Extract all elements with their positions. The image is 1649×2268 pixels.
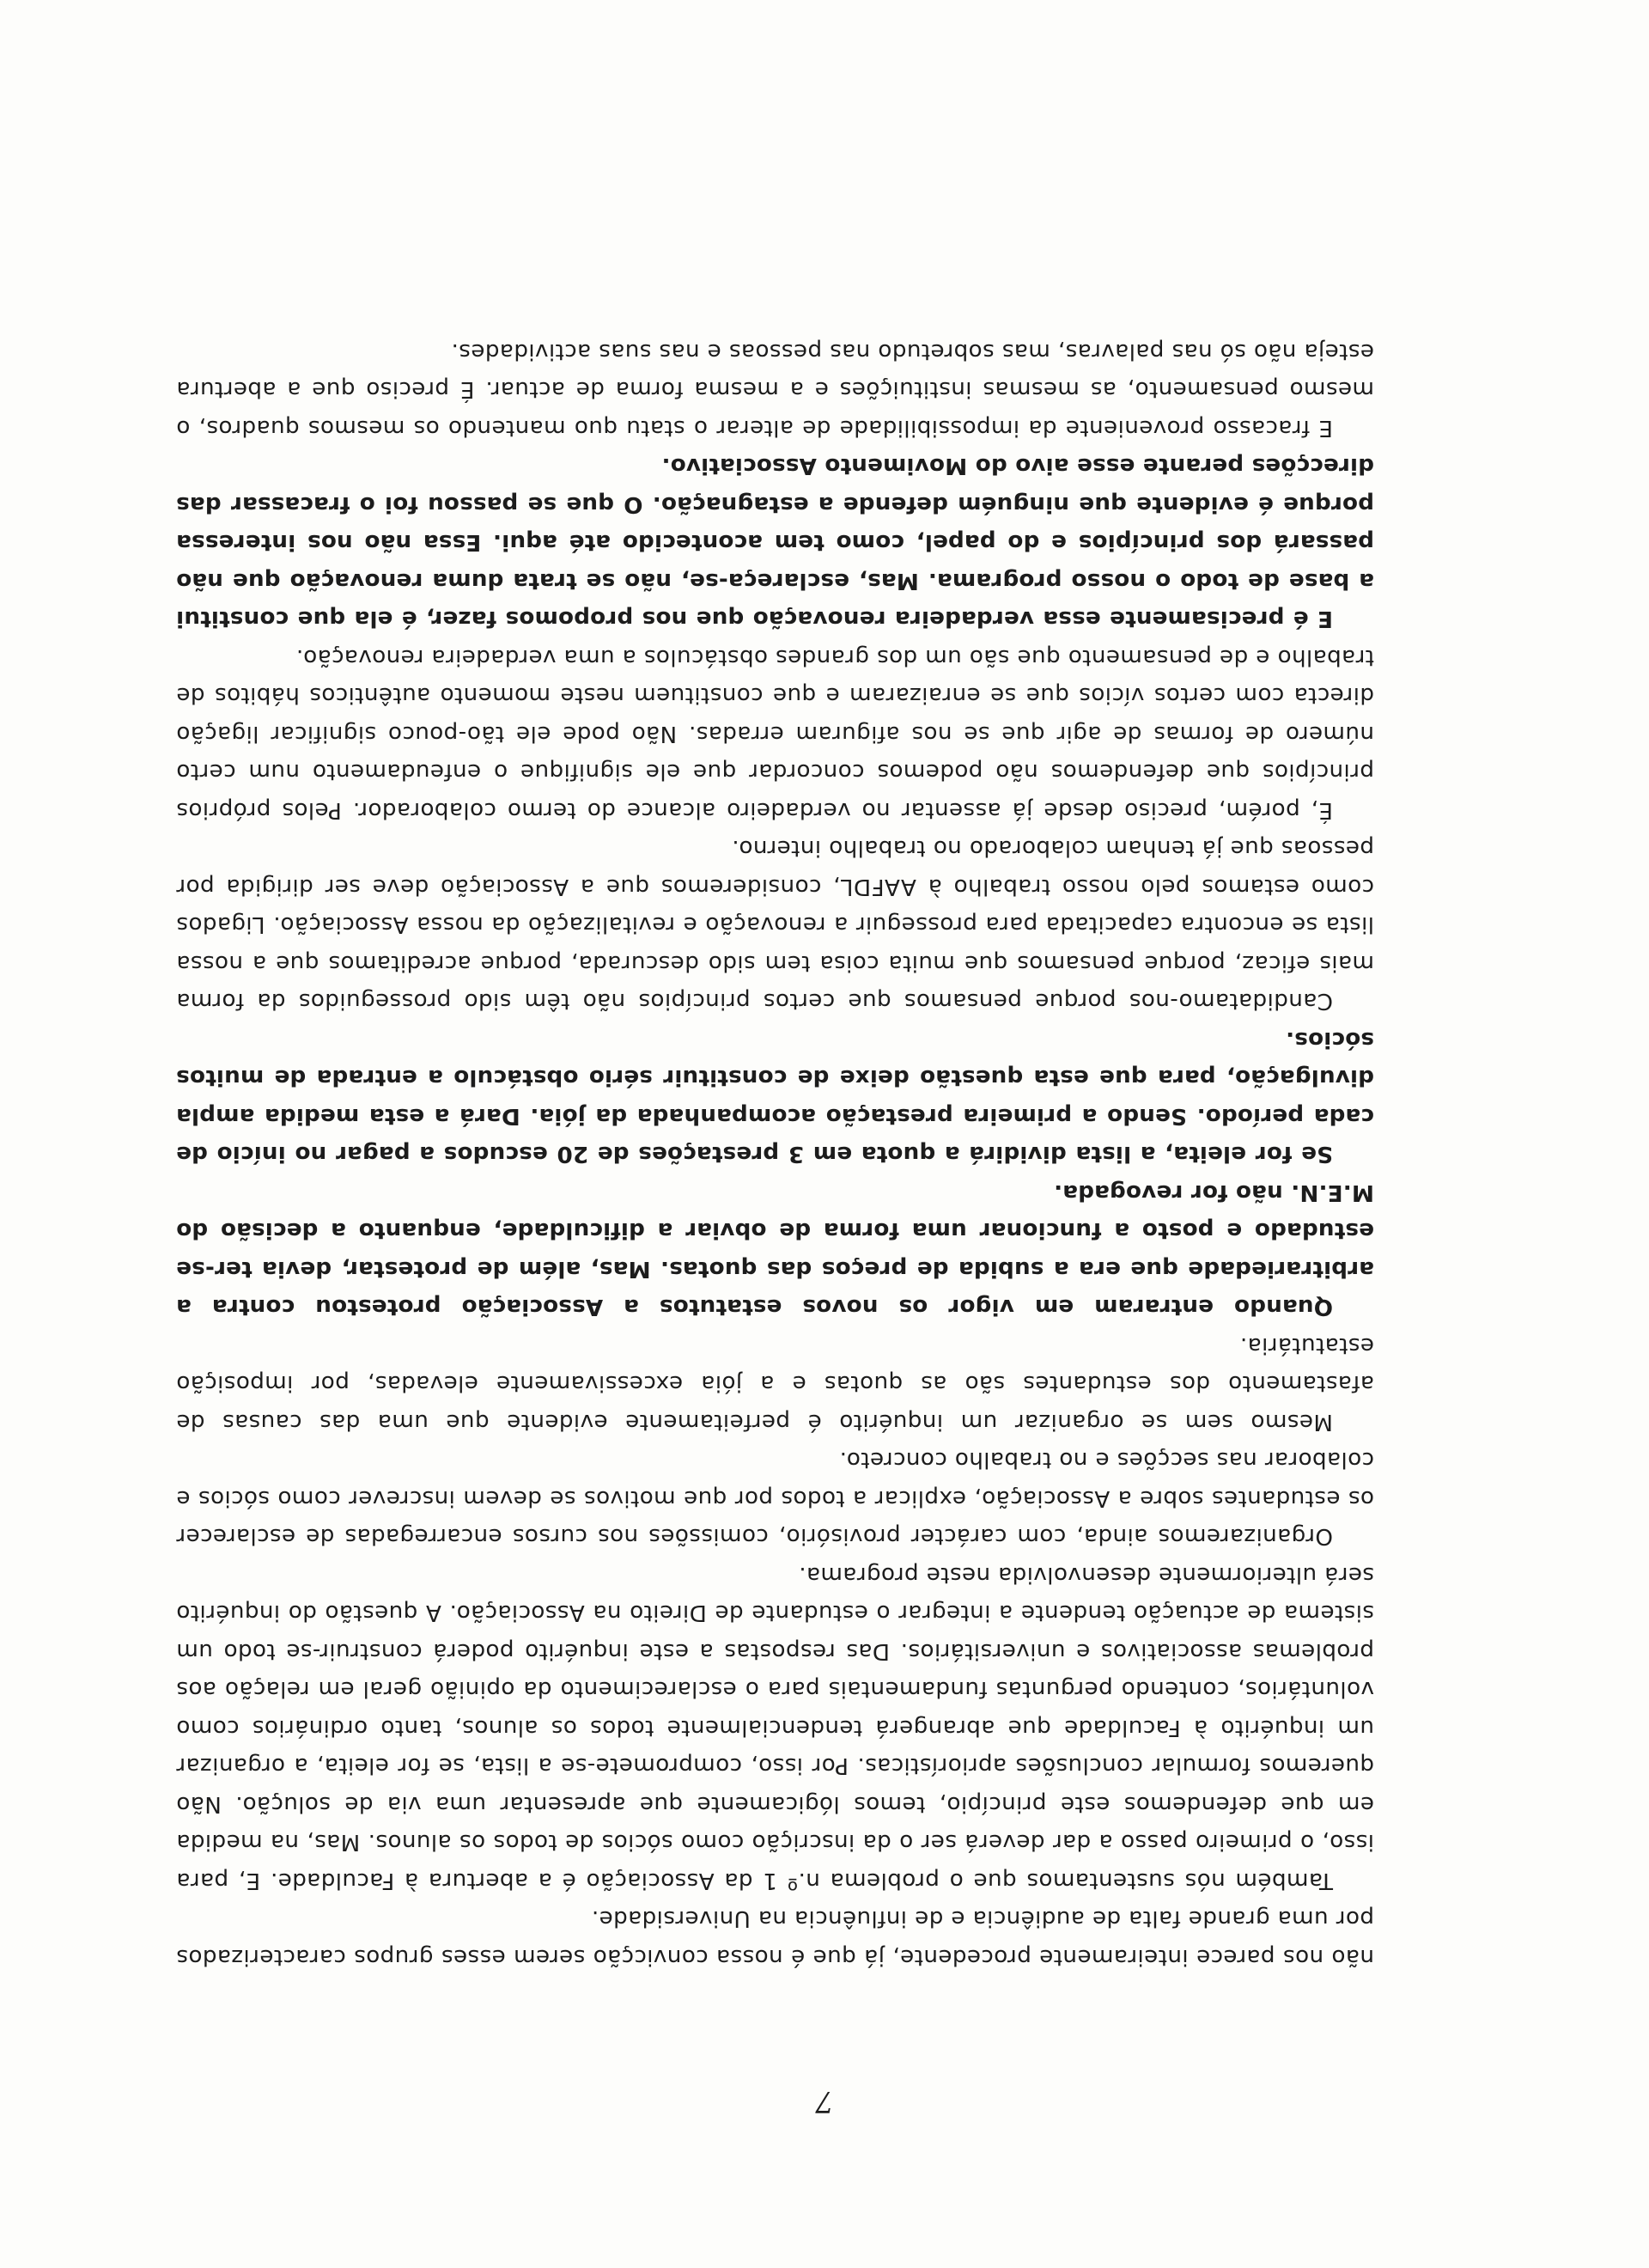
page-number: 7 [815,2084,834,2119]
paragraph-4: Mesmo sem se organizar um inquérito é perfeitamente evidente que uma das causas de afastamento dos estudantes são as quotas e a jóia excessivamente elevadas, por imposição estatutária. [176,1332,1374,1435]
paragraph-8: É, porém, preciso desde já assentar no verdadeiro alcance do termo colaborador. Pelos próprios princípios que defendemos não podemos concordar que ele signifique o enfeudamento num certo número de formas de agir que se nos afiguram erradas. Não pode ele tão-pouco significar ligação directa com certos vícios que se enraizaram e que constituem neste momento autênticos hábitos de trabalho e de pensamento que são um dos grandes obstáculos a uma verdadeira renovação. [176,644,1374,823]
paragraph-7: Candidatamo-nos porque pensamos que certos princípios não têm sido prosseguidos da forma mais eficaz, porque pensamos que muita coisa tem sido descurada, porque acreditamos que a nossa lista se encontra capacitada para prosseguir a renovação e revitalização da nossa Associação. Ligados como estamos pelo nosso trabalho à AAFDL, consideremos que a Associação deve ser dirigida por pessoas que já tenham colaborado no trabalho interno. [176,835,1374,1015]
paragraph-6-bold: Se for eleita, a lista dividirá a quota em 3 prestações de 20 escudos a pagar no início de cada período. Sendo a primeira prestação acompanhada da jóia. Dará a esta medida ampla divulgação, para que esta questão deixe de constituir sério obstáculo a entrada de muitos sócios. [176,1027,1374,1168]
body-text [176,332,1374,1977]
paragraph-5-bold: Quando entraram em vigor os novos estatutos a Associação protestou contra a arbitrariedade que era a subida de preços das quotas. Mas, além de protestar, devia ter-se estudado e posto a funcionar uma forma de obviar a dificuldade, enquanto a decisão do M.E.N. não for revogada. [176,1180,1374,1320]
paragraph-9-bold: E é precisamente essa verdadeira renovação que nos propomos fazer, é ela que constitui a base de todo o nosso programa. Mas, esclareça-se, não se trata duma renovação que não passará dos princípios e do papel, como tem acontecido até aqui. Essa não nos interessa porque é evidente que ninguém defende a estagnação. O que se passou foi o fracassar das direcções perante esse aivo do Movimento Associativo. [176,453,1374,632]
paragraph-2: Também nós sustentamos que o problema n.º 1 da Associação é a abertura à Faculdade. E, para isso, o primeiro passo a dar deverá ser o da inscrição como sócios de todos os alunos. Mas, na medida em que defendemos este princípio, temos lógicamente que apresentar uma via de solução. Não queremos formular conclusões apriorísticas. Por isso, compromete-se a lista, se for eleita, a organizar um inquérito à Faculdade que abrangerá tendencialmente todos os alunos, tanto ordinários como voluntários, contendo perguntas fundamentais para o esclarecimento da opinião geral em relação aos problemas associativos e universitários. Das respostas a este inquérito poderá construir-se todo um sistema de actuação tendente a integrar o estudante de Direito na Associação. A questão do inquérito será ulteriormente desenvolvida neste programa. [176,1562,1374,1893]
paragraph-10: E fracasso proveniente da impossibilidade de alterar o statu quo mantendo os mesmos quadros, o mesmo pensamento, as mesmas instituições e a mesma forma de actuar. É preciso que a abertura esteja não só nas palavras, mas sobretudo nas pessoas e nas suas actividades. [176,338,1374,441]
paragraph-1: não nos parece inteiramente procedente, já que é nossa convicção serem esses grupos caracterizados por uma grande falta de audiência e de influência na Universidade. [176,1905,1374,1970]
paragraph-3: Organizaremos ainda, com carácter provisório, comissões nos cursos encarregadas de esclarecer os estudantes sobre a Associação, explicar a todos por que motivos se devem inscrever como sócios e colaborar nas secções e no trabalho concreto. [176,1447,1374,1550]
